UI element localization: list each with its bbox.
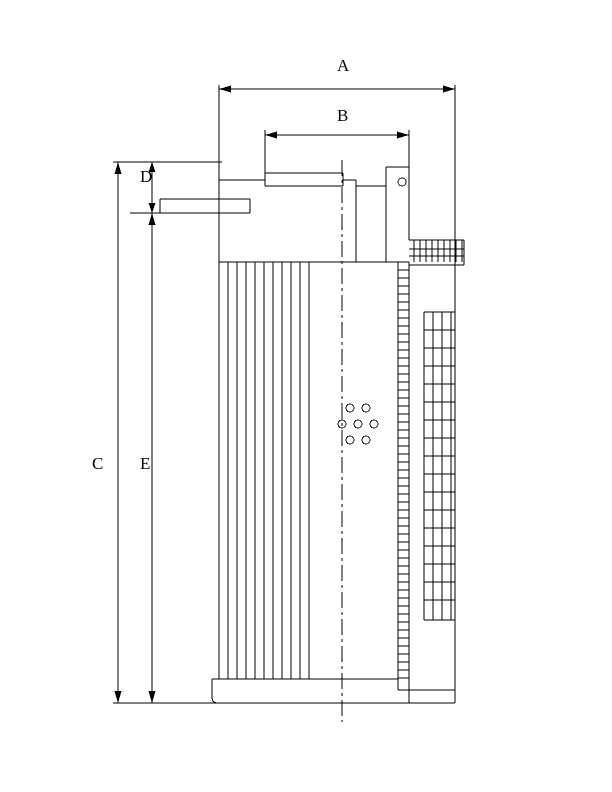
dimension-label-e: E (140, 454, 151, 473)
support-tube-hatching (398, 270, 409, 678)
thread-hatching (409, 173, 464, 262)
mesh-grid-panel (424, 312, 455, 620)
dimension-e (146, 213, 222, 703)
dimension-b (265, 130, 409, 186)
top-left-leader-detail (160, 199, 250, 213)
bottom-end-cap (212, 679, 455, 703)
dimension-label-b: B (337, 106, 349, 125)
pleat-pack (228, 262, 309, 679)
dimension-c (113, 162, 222, 703)
filter-body-outline (219, 167, 464, 703)
dimension-label-d: D (140, 167, 153, 186)
element-walls (219, 262, 409, 690)
hole-pattern (338, 404, 378, 444)
dimension-label-a: A (337, 56, 350, 75)
dimension-label-c: C (92, 454, 104, 473)
